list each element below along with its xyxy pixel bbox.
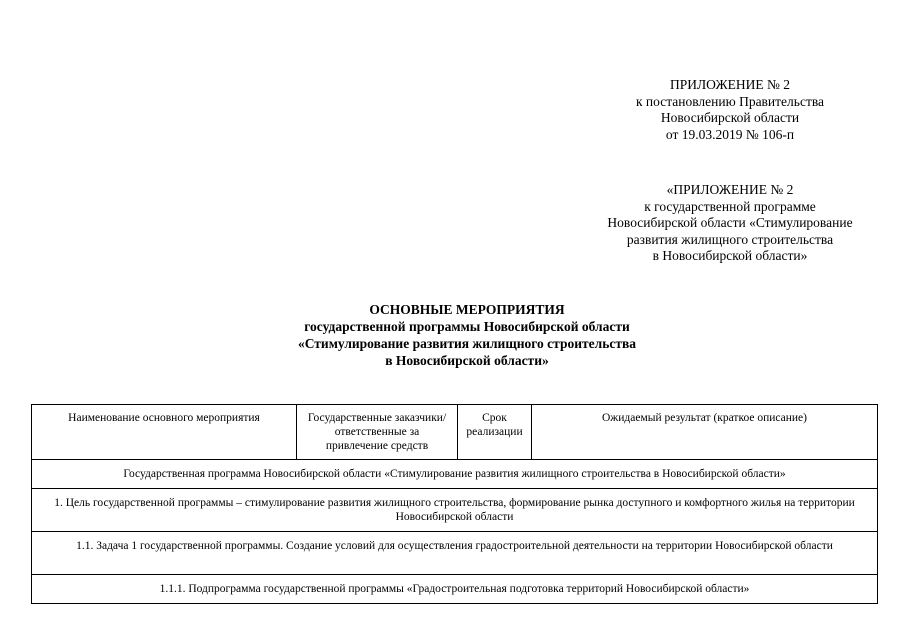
goal-row: 1. Цель государственной программы – стимулирование развития жилищного строительства, формирование рынка доступного и комфортного жилья на территории Новосибирской области xyxy=(32,489,878,532)
annex-line: ПРИЛОЖЕНИЕ № 2 xyxy=(669,77,791,92)
subprogram-row: 1.1.1. Подпрограмма государственной программы «Градостроительная подготовка территорий Новосибирской области» xyxy=(32,575,878,604)
title-line: в Новосибирской области» xyxy=(385,353,549,368)
title-line: государственной программы Новосибирской области xyxy=(304,319,630,334)
annex-state-program xyxy=(582,182,878,265)
title-line: «Стимулирование развития жилищного строительства xyxy=(297,336,636,351)
annex-line: к государственной программе xyxy=(644,198,816,214)
header-customers: Государственные заказчики/ответственные за привлечение средств xyxy=(297,405,458,460)
header-measure-name: Наименование основного мероприятия xyxy=(32,405,297,460)
annex-line: развития жилищного строительства xyxy=(626,231,834,247)
annex-line: «ПРИЛОЖЕНИЕ № 2 xyxy=(666,182,794,197)
table-row xyxy=(32,575,878,604)
table-header-row xyxy=(32,405,878,460)
table-row xyxy=(32,489,878,532)
annex-government-resolution xyxy=(615,77,845,143)
title-line: ОСНОВНЫЕ МЕРОПРИЯТИЯ xyxy=(369,302,565,317)
program-row: Государственная программа Новосибирской области «Стимулирование развития жилищного строительства в Новосибирской области» xyxy=(32,460,878,489)
annex-line: Новосибирской области «Стимулирование xyxy=(607,215,853,230)
annex-line: к постановлению Правительства xyxy=(635,93,825,109)
header-expected-result: Ожидаемый результат (краткое описание) xyxy=(532,405,878,460)
table-row xyxy=(32,532,878,575)
annex-line: от 19.03.2019 № 106-п xyxy=(665,126,795,142)
table-row xyxy=(32,460,878,489)
document-title xyxy=(200,301,734,369)
measures-table xyxy=(31,404,878,604)
annex-line: Новосибирской области xyxy=(660,110,800,125)
annex-line: в Новосибирской области» xyxy=(652,248,808,263)
task-row: 1.1. Задача 1 государственной программы. Создание условий для осуществления градостроительной деятельности на территории Новосибирской области xyxy=(32,532,878,575)
header-term: Срок реализации xyxy=(458,405,532,460)
